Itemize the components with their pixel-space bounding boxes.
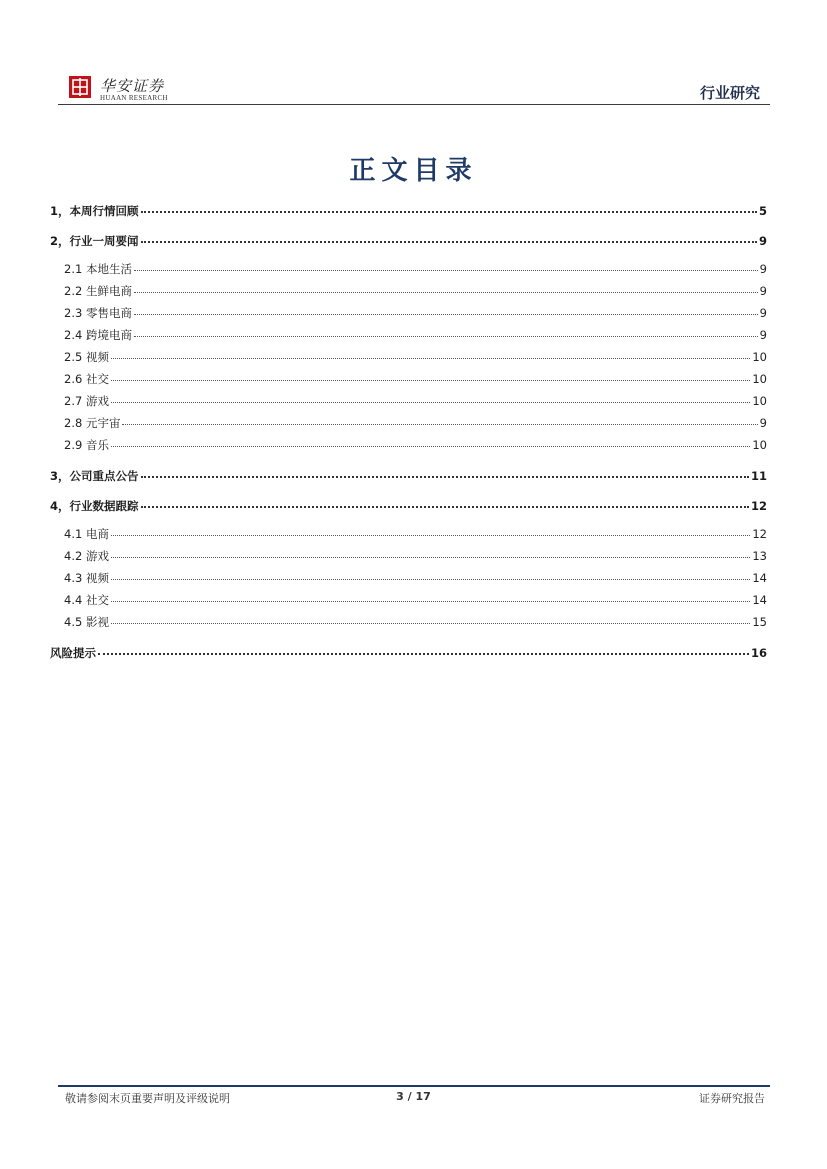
toc-entry[interactable] (50, 615, 767, 629)
header-divider (58, 104, 770, 105)
toc-entry[interactable] (50, 468, 767, 483)
toc-entry-label: 2.3 零售电商 (64, 306, 132, 320)
toc-entry-label: 4.3 视频 (64, 571, 109, 585)
toc-entry-label: 3，公司重点公告 (50, 469, 139, 483)
toc-entry-page: 5 (758, 204, 767, 218)
toc-entry-page: 12 (750, 499, 767, 513)
toc-entry-label: 2.8 元宇宙 (64, 416, 121, 430)
toc-entry[interactable] (50, 233, 767, 248)
toc-entry-label: 4.5 影视 (64, 615, 109, 629)
toc-entry[interactable] (50, 498, 767, 513)
toc-entry-page: 14 (752, 593, 767, 607)
footer-divider (58, 1085, 770, 1087)
toc-entry-page: 10 (752, 372, 767, 386)
toc-entry-page: 9 (758, 234, 767, 248)
toc-entry-label: 1，本周行情回顾 (50, 204, 139, 218)
toc-entry[interactable] (50, 438, 767, 452)
toc-entry[interactable] (50, 593, 767, 607)
toc-leader-dots (134, 326, 758, 337)
toc-entry-page: 9 (759, 416, 767, 430)
toc-entry[interactable] (50, 527, 767, 541)
toc-entry-label: 2.6 社交 (64, 372, 109, 386)
toc-entry-page: 16 (750, 646, 767, 660)
logo-english-name: HUAAN RESEARCH (100, 94, 168, 102)
toc-leader-dots (111, 348, 750, 359)
toc-leader-dots (111, 525, 750, 536)
toc-entry-page: 9 (759, 306, 767, 320)
toc-entry[interactable] (50, 306, 767, 320)
toc-entry-label: 2.5 视频 (64, 350, 109, 364)
toc-entry-label: 4.1 电商 (64, 527, 109, 541)
toc-entry[interactable] (50, 571, 767, 585)
company-logo-icon (68, 75, 92, 99)
toc-entry-label: 2.7 游戏 (64, 394, 109, 408)
toc-entry[interactable] (50, 645, 767, 660)
toc-entry[interactable] (50, 203, 767, 218)
toc-leader-dots (141, 231, 757, 243)
toc-entry-page: 11 (750, 469, 767, 483)
toc-leader-dots (141, 201, 757, 213)
page-header (58, 72, 770, 106)
toc-entry-page: 12 (752, 527, 767, 541)
toc-entry-label: 2.1 本地生活 (64, 262, 132, 276)
toc-entry-label: 4.2 游戏 (64, 549, 109, 563)
toc-leader-dots (111, 392, 750, 403)
page-title: 正文目录 (349, 156, 478, 186)
footer-report-type: 证券研究报告 (699, 1092, 765, 1105)
toc-leader-dots (134, 260, 758, 271)
toc-leader-dots (122, 414, 757, 425)
toc-entry[interactable] (50, 328, 767, 342)
toc-entry[interactable] (50, 549, 767, 563)
toc-leader-dots (98, 643, 749, 655)
toc-leader-dots (111, 591, 750, 602)
toc-entry-page: 10 (752, 350, 767, 364)
toc-entry[interactable] (50, 394, 767, 408)
toc-entry-page: 10 (752, 438, 767, 452)
toc-entry[interactable] (50, 284, 767, 298)
toc-entry-label: 2，行业一周要闻 (50, 234, 139, 248)
toc-entry-label: 风险提示 (50, 646, 96, 660)
toc-entry-label: 4，行业数据跟踪 (50, 499, 139, 513)
toc-entry[interactable] (50, 350, 767, 364)
toc-leader-dots (111, 613, 750, 624)
toc-leader-dots (111, 436, 750, 447)
toc-leader-dots (141, 466, 749, 478)
toc-leader-dots (141, 496, 749, 508)
toc-leader-dots (134, 282, 758, 293)
toc-entry[interactable] (50, 262, 767, 276)
toc-entry-label: 2.4 跨境电商 (64, 328, 132, 342)
toc-entry-page: 14 (752, 571, 767, 585)
toc-entry[interactable] (50, 372, 767, 386)
toc-entry-page: 10 (752, 394, 767, 408)
toc-entry-label: 4.4 社交 (64, 593, 109, 607)
toc-entry-page: 15 (752, 615, 767, 629)
toc-entry-page: 9 (759, 284, 767, 298)
toc-entry-label: 2.2 生鲜电商 (64, 284, 132, 298)
toc-entry-page: 9 (759, 328, 767, 342)
footer-disclaimer: 敬请参阅末页重要声明及评级说明 (65, 1092, 230, 1105)
toc-leader-dots (111, 547, 750, 558)
toc-leader-dots (134, 304, 758, 315)
logo-chinese-name: 华安证券 (100, 77, 165, 95)
toc-leader-dots (111, 370, 750, 381)
toc-entry[interactable] (50, 416, 767, 430)
toc-entry-page: 9 (759, 262, 767, 276)
toc-leader-dots (111, 569, 750, 580)
page-number: 3 / 17 (396, 1090, 431, 1103)
toc-entry-page: 13 (752, 549, 767, 563)
toc-entry-label: 2.9 音乐 (64, 438, 109, 452)
report-section-label: 行业研究 (699, 84, 760, 102)
